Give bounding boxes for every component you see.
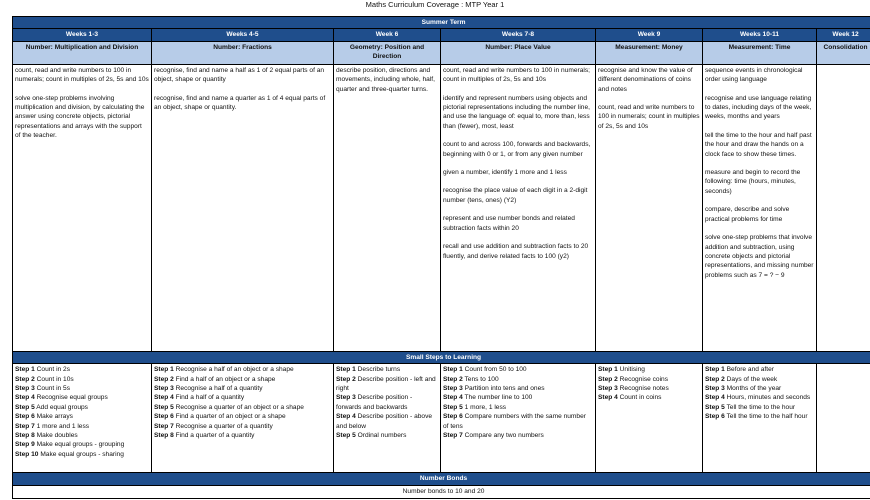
topic-header: Measurement: Money — [596, 41, 703, 64]
objective-text: recognise, find and name a quarter as 1 of 4 equal parts of an object, shape or quantity. — [154, 94, 326, 112]
objective-text: measure and begin to record the following: time (hours, minutes, seconds) — [705, 169, 801, 195]
step-label: Step 4 — [336, 413, 356, 421]
objective-text: recognise and know the value of different denominations of coins and notes — [598, 66, 693, 93]
objectives-cell — [817, 64, 870, 351]
step-item — [443, 375, 593, 384]
step-text: Compare any two numbers — [464, 432, 544, 440]
objective-text: given a number, identify 1 more and 1 less — [443, 169, 567, 177]
step-item — [598, 365, 700, 374]
step-label: Step 7 — [154, 422, 174, 430]
step-text: 1 more, 1 less — [464, 403, 507, 411]
step-label: Step 2 — [598, 375, 618, 383]
step-item — [336, 412, 438, 431]
step-item — [705, 365, 814, 374]
objective-text: represent and use number bonds and related subtraction facts within 20 — [443, 215, 575, 232]
step-text: Recognise coins — [619, 375, 669, 383]
step-item — [15, 384, 149, 393]
topic-header: Consolidation — [817, 41, 870, 64]
objective-text: identify and represent numbers using objects and pictorial representations including the number line, and use the language of: equal to, more than, less than (fewer), most, least — [443, 94, 590, 130]
objective-text: solve one-step problems involving multiplication and division, by calculating the answer using concrete objects, pictorial representations and arrays with the support of the teacher. — [15, 94, 145, 140]
step-text: Ordinal numbers — [357, 432, 407, 440]
weeks-header: Weeks 7-8 — [441, 29, 596, 41]
step-label: Step 5 — [15, 403, 35, 411]
step-item — [154, 431, 331, 440]
step-label: Step 6 — [15, 413, 35, 421]
number-bonds-text: Number bonds to 10 and 20 — [13, 485, 870, 498]
step-label: Step 2 — [705, 375, 725, 383]
step-label: Step 9 — [15, 441, 35, 449]
step-text: Compare numbers with the same number of tens — [443, 413, 586, 430]
step-item — [443, 403, 593, 412]
step-text: Recognise a quarter of a quantity — [175, 422, 273, 430]
step-text: Count in 10s — [36, 375, 74, 383]
step-item — [15, 422, 149, 431]
step-item — [705, 393, 814, 402]
step-text: Recognise notes — [619, 385, 669, 393]
step-label: Step 1 — [15, 366, 35, 374]
number-bonds-heading: Number Bonds — [13, 473, 870, 485]
curriculum-table — [12, 16, 870, 499]
step-label: Step 7 — [443, 432, 463, 440]
steps-cell — [703, 364, 817, 473]
step-text: Recognise a half of an object or a shape — [175, 366, 294, 374]
step-label: Step 7 — [15, 422, 35, 430]
step-text: Tell the time to the hour — [726, 403, 796, 411]
step-text: Find a quarter of a quantity — [175, 432, 255, 440]
step-text: Recognise a half of a quantity — [175, 385, 263, 393]
step-label: Step 4 — [154, 394, 174, 402]
step-item — [443, 412, 593, 431]
step-item — [15, 450, 149, 459]
document-title: Maths Curriculum Coverage : MTP Year 1 — [365, 0, 505, 9]
step-item — [154, 375, 331, 384]
step-label: Step 2 — [443, 375, 463, 383]
step-item — [705, 412, 814, 421]
step-item — [443, 431, 593, 440]
objectives-row — [13, 64, 870, 351]
step-item — [15, 412, 149, 421]
step-label: Step 8 — [154, 432, 174, 440]
step-label: Step 3 — [443, 385, 463, 393]
step-item — [154, 403, 331, 412]
term-row — [13, 17, 870, 29]
step-label: Step 5 — [336, 432, 356, 440]
step-label: Step 6 — [154, 413, 174, 421]
step-label: Step 10 — [15, 450, 39, 458]
objective-text: count, read and write numbers to 100 in numerals; count in multiples of 2s, 5s and 10s — [15, 66, 149, 84]
step-text: Tens to 100 — [464, 375, 499, 383]
objective-text: recall and use addition and subtraction facts to 20 fluently, and derive related facts to 100 (y2) — [443, 243, 589, 260]
step-label: Step 2 — [15, 375, 35, 383]
step-label: Step 6 — [443, 413, 463, 421]
step-label: Step 1 — [598, 366, 618, 374]
step-text: Count in 5s — [36, 385, 70, 393]
steps-cell — [13, 364, 152, 473]
objectives-cell — [152, 64, 334, 351]
step-item — [15, 375, 149, 384]
step-label: Step 8 — [15, 432, 35, 440]
step-label: Step 1 — [443, 366, 463, 374]
step-text: Describe position - above and below — [336, 413, 433, 430]
step-label: Step 4 — [443, 394, 463, 402]
step-item — [15, 440, 149, 449]
step-label: Step 1 — [705, 366, 725, 374]
objective-text: tell the time to the hour and half past the hour and draw the hands on a clock face to show these times. — [705, 131, 812, 158]
number-bonds-heading-row — [13, 473, 870, 485]
step-label: Step 4 — [598, 394, 618, 402]
step-label: Step 5 — [705, 403, 725, 411]
objective-text: recognise, find and name a half as 1 of 2 equal parts of an object, shape or quantity — [154, 66, 325, 84]
topic-header: Geometry: Position and Direction — [334, 41, 441, 64]
step-item — [443, 365, 593, 374]
weeks-header: Week 12 — [817, 29, 870, 41]
step-text: Make equal groups - grouping — [36, 441, 125, 449]
step-text: Partition into tens and ones — [464, 385, 545, 393]
step-item — [15, 393, 149, 402]
objectives-cell — [703, 64, 817, 351]
small-steps-heading: Small Steps to Learning — [13, 351, 870, 363]
step-text: Count in coins — [619, 394, 662, 402]
step-text: Make arrays — [36, 413, 73, 421]
step-text: Make equal groups - sharing — [40, 450, 124, 458]
steps-row — [13, 364, 870, 473]
topic-header: Number: Multiplication and Division — [13, 41, 152, 64]
step-item — [705, 375, 814, 384]
weeks-row — [13, 29, 870, 41]
step-text: Months of the year — [726, 385, 782, 393]
step-item — [15, 431, 149, 440]
step-label: Step 3 — [336, 394, 356, 402]
objectives-cell — [13, 64, 152, 351]
step-text: The number line to 100 — [464, 394, 533, 402]
step-text: Days of the week — [726, 375, 778, 383]
step-text: 1 more and 1 less — [36, 422, 90, 430]
objective-text: recognise the place value of each digit in a 2-digit number (tens, ones) (Y2) — [443, 187, 588, 204]
objective-text: sequence events in chronological order using language — [705, 66, 803, 84]
step-label: Step 2 — [154, 375, 174, 383]
step-item — [154, 365, 331, 374]
objectives-cell — [334, 64, 441, 351]
step-text: Find a half of a quantity — [175, 394, 245, 402]
number-bonds-row — [13, 485, 870, 498]
step-text: Describe position - left and right — [336, 375, 436, 393]
objective-text: recognise and use language relating to dates, including days of the week, weeks, months and years — [705, 94, 812, 121]
step-item — [443, 393, 593, 402]
objective-text: describe position, directions and movements, including whole, half, quarter and three-quarter turns. — [336, 66, 435, 93]
steps-cell — [441, 364, 596, 473]
step-label: Step 5 — [154, 403, 174, 411]
step-item — [15, 403, 149, 412]
step-item — [705, 384, 814, 393]
step-item — [336, 375, 438, 394]
weeks-header: Weeks 1-3 — [13, 29, 152, 41]
objective-text: count, read and write numbers to 100 in numerals; count in multiples of 2s, 5s and 10s — [443, 66, 590, 84]
topics-row — [13, 41, 870, 64]
step-item — [598, 375, 700, 384]
step-item — [154, 393, 331, 402]
weeks-header: Week 6 — [334, 29, 441, 41]
step-item — [443, 384, 593, 393]
step-label: Step 6 — [705, 413, 725, 421]
small-steps-heading-row — [13, 351, 870, 363]
topic-header: Number: Place Value — [441, 41, 596, 64]
objective-text: count to and across 100, forwards and backwards, beginning with 0 or 1, or from any given number — [443, 141, 591, 158]
step-item — [705, 403, 814, 412]
topic-header: Measurement: Time — [703, 41, 817, 64]
step-item — [598, 393, 700, 402]
step-item — [336, 431, 438, 440]
step-text: Recognise a quarter of an object or a shape — [175, 403, 304, 411]
step-text: Add equal groups — [36, 403, 88, 411]
step-text: Hours, minutes and seconds — [726, 394, 811, 402]
step-item — [154, 384, 331, 393]
objective-text: count, read and write numbers to 100 in numerals; count in multiples of 2s, 5s and 10s — [598, 104, 700, 130]
step-text: Count from 50 to 100 — [464, 366, 527, 374]
step-label: Step 3 — [598, 385, 618, 393]
step-text: Tell the time to the half hour — [726, 413, 808, 421]
topic-header: Number: Fractions — [152, 41, 334, 64]
steps-cell — [334, 364, 441, 473]
step-item — [154, 412, 331, 421]
weeks-header: Week 9 — [596, 29, 703, 41]
steps-cell — [817, 364, 870, 473]
step-item — [336, 365, 438, 374]
step-label: Step 4 — [15, 394, 35, 402]
step-label: Step 1 — [336, 366, 356, 374]
step-label: Step 1 — [154, 366, 174, 374]
step-text: Before and after — [726, 366, 774, 374]
step-label: Step 3 — [705, 385, 725, 393]
steps-cell — [152, 364, 334, 473]
objectives-cell — [441, 64, 596, 351]
steps-cell — [596, 364, 703, 473]
step-label: Step 3 — [15, 385, 35, 393]
step-text: Make doubles — [36, 432, 78, 440]
weeks-header: Weeks 10-11 — [703, 29, 817, 41]
step-item — [598, 384, 700, 393]
step-text: Find a quarter of an object or a shape — [175, 413, 286, 421]
step-item — [15, 365, 149, 374]
step-item — [336, 393, 438, 412]
step-label: Step 2 — [336, 375, 356, 383]
step-text: Count in 2s — [36, 366, 70, 374]
step-text: Unitising — [619, 366, 645, 374]
step-text: Recognise equal groups — [36, 394, 108, 402]
weeks-header: Weeks 4-5 — [152, 29, 334, 41]
objectives-cell — [596, 64, 703, 351]
step-text: Find a half of an object or a shape — [175, 375, 276, 383]
step-label: Step 5 — [443, 403, 463, 411]
step-label: Step 3 — [154, 385, 174, 393]
objective-text: solve one-step problems that involve addition and subtraction, using concrete objects and pictorial representations, and missing number problems such as 7 = ? − 9 — [705, 234, 814, 279]
term-heading: Summer Term — [13, 17, 870, 29]
step-text: Describe turns — [357, 366, 401, 374]
objective-text: compare, describe and solve practical problems for time — [705, 206, 790, 223]
step-item — [154, 422, 331, 431]
step-label: Step 4 — [705, 394, 725, 402]
step-text: Describe position - forwards and backwards — [336, 394, 413, 411]
